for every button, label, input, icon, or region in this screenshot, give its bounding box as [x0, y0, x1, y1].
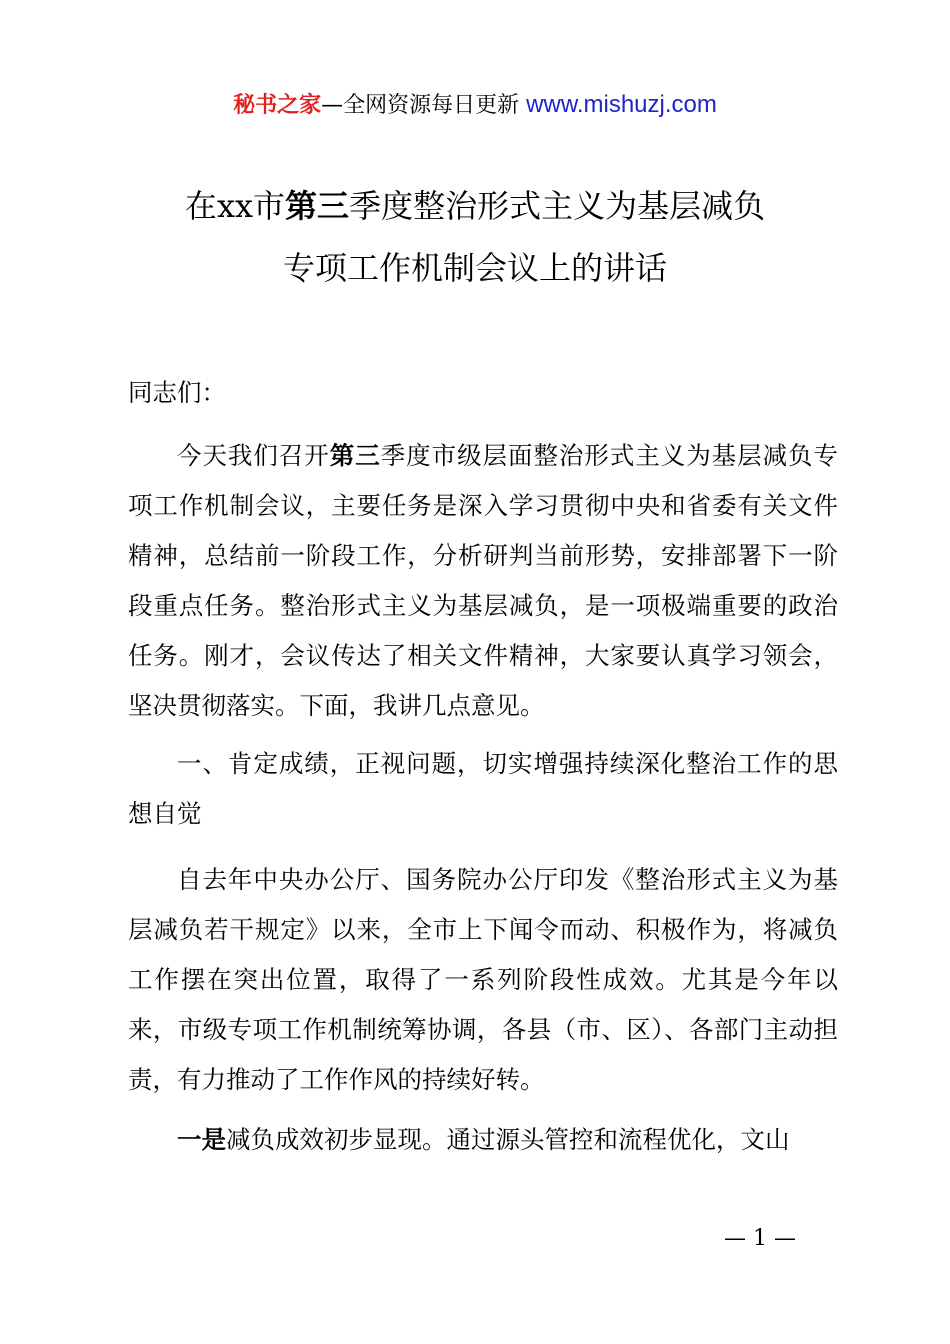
intro-text-rest: 季度市级层面整治形式主义为基层减负专项工作机制会议，主要任务是深入学习贯彻中央和省委有关文件精神，总结前一阶段工作，分析研判当前形势，安排部署下一阶段重点任务。整治形式主义为基层减负，是一项极端重要的政治任务。刚才，会议传达了相关文件精神，大家要认真学习领会，坚决贯彻落实。下面，我讲几点意见。	[128, 441, 839, 720]
intro-bold-quarter: 第三	[329, 441, 381, 470]
title-prefix: 在	[184, 187, 217, 225]
paragraph-intro	[128, 431, 838, 731]
paragraph-point-one	[128, 1115, 838, 1165]
title-rest: 季度整治形式主义为基层减负	[349, 187, 766, 225]
site-url-link[interactable]: www.mishuzj.com	[526, 91, 717, 118]
document-title-line-1	[0, 184, 950, 228]
paragraph-achievements: 自去年中央办公厅、国务院办公厅印发《整治形式主义为基层减负若干规定》以来，全市上下闻令而动、积极作为，将减负工作摆在突出位置，取得了一系列阶段性成效。尤其是今年以来，市级专项工作机制统筹协调，各县（市、区）、各部门主动担责，有力推动了工作作风的持续好转。	[128, 865, 838, 1094]
brand-name: 秘书之家	[233, 93, 322, 118]
salutation: 同志们：	[128, 378, 226, 407]
point-one-text: 减负成效初步显现。通过源头管控和流程优化，文山	[226, 1125, 790, 1154]
banner-tagline: —全网资源每日更新	[321, 93, 527, 118]
intro-text-start: 今天我们召开	[177, 441, 330, 470]
title-city-placeholder: xx	[216, 187, 254, 225]
title-quarter-bold: 第三	[285, 187, 350, 225]
point-one-label: 一是	[177, 1125, 226, 1154]
page-number: — 1 —	[724, 1226, 796, 1251]
site-banner	[0, 88, 950, 123]
title-city-suffix: 市	[253, 187, 286, 225]
section-heading-1: 一、肯定成绩，正视问题，切实增强持续深化整治工作的思想自觉	[128, 749, 838, 828]
document-title-line-2: 专项工作机制会议上的讲话	[282, 249, 667, 287]
